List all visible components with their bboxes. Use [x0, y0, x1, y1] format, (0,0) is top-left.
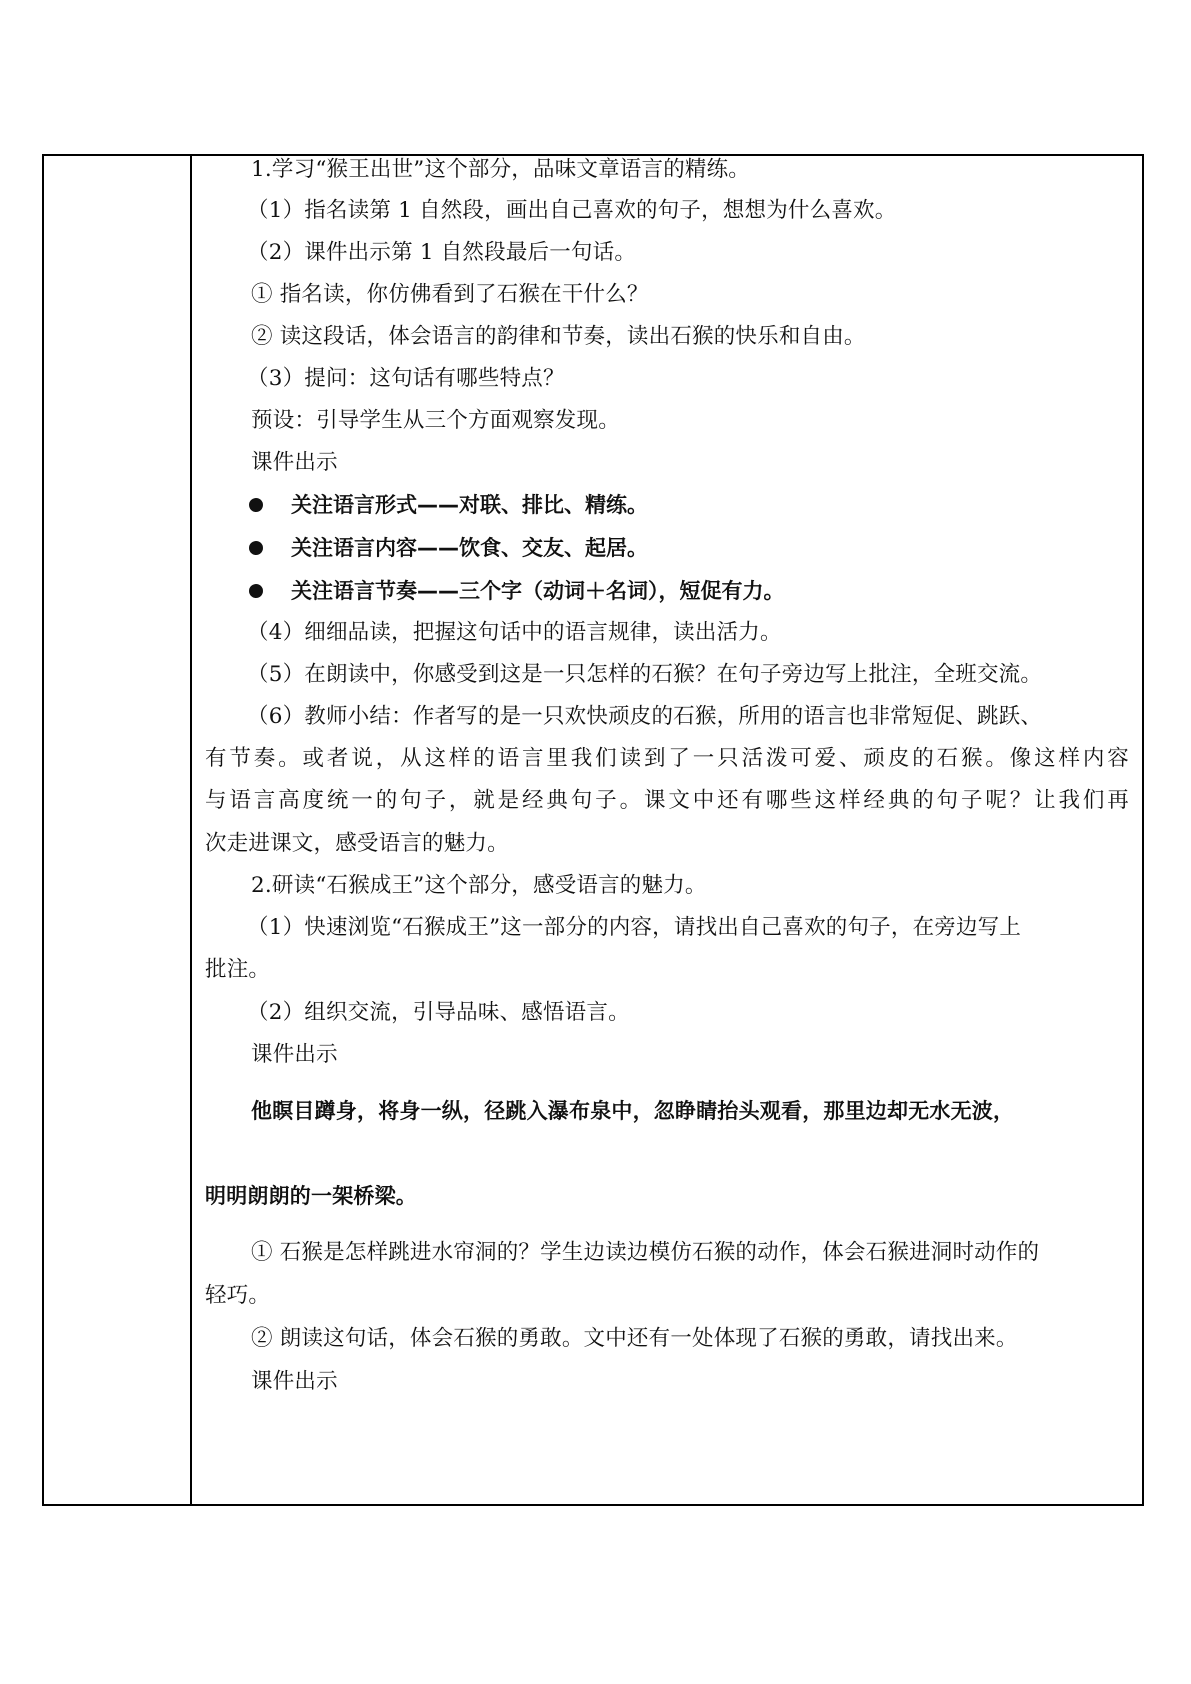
- text-line: （5）在朗读中，你感受到这是一只怎样的石猴？在句子旁边写上批注，全班交流。: [247, 662, 1043, 687]
- text-line: 2.研读“石猴成王”这个部分，感受语言的魅力。: [251, 873, 707, 898]
- text-line: （4）细细品读，把握这句话中的语言规律，读出活力。: [247, 620, 782, 645]
- text-line: ② 读这段话，体会语言的韵律和节奏，读出石猴的快乐和自由。: [251, 324, 866, 349]
- slide-label: 课件出示: [251, 1369, 338, 1394]
- quote-line: 明明朗朗的一架桥梁。: [205, 1184, 417, 1208]
- slide-label: 课件出示: [251, 450, 338, 475]
- slide-label: 课件出示: [251, 1042, 338, 1067]
- text-line: 有节奏。或者说，从这样的语言里我们读到了一只活泼可爱、顽皮的石猴。像这样内容: [205, 746, 1129, 771]
- bullet-dot-icon: [249, 498, 263, 512]
- lesson-table: [42, 154, 1144, 1506]
- table-left-cell: [44, 156, 192, 1504]
- quote-line: 他瞑目蹲身，将身一纵，径跳入瀑布泉中，忽睁睛抬头观看，那里边却无水无波，: [251, 1099, 1015, 1123]
- text-line: ② 朗读这句话，体会石猴的勇敢。文中还有一处体现了石猴的勇敢，请找出来。: [251, 1326, 1018, 1351]
- text-line: （1）指名读第 1 自然段，画出自己喜欢的句子，想想为什么喜欢。: [247, 198, 897, 223]
- text-line: 次走进课文，感受语言的魅力。: [205, 831, 509, 856]
- bullet-dot-icon: [249, 541, 263, 555]
- text-line: 批注。: [205, 957, 271, 982]
- text-line: （6）教师小结：作者写的是一只欢快顽皮的石猴，所用的语言也非常短促、跳跃、: [247, 704, 1043, 729]
- bullet-item: 关注语言形式——对联、排比、精练。: [249, 490, 648, 520]
- bullet-item: 关注语言节奏——三个字（动词＋名词），短促有力。: [249, 576, 785, 606]
- text-line: （3）提问：这句话有哪些特点？: [247, 366, 565, 391]
- text-line: 与语言高度统一的句子，就是经典句子。课文中还有哪些这样经典的句子呢？让我们再: [205, 788, 1129, 813]
- text-line: （2）组织交流，引导品味、感悟语言。: [247, 1000, 630, 1025]
- text-line: 轻巧。: [205, 1283, 271, 1308]
- bullet-item: 关注语言内容——饮食、交友、起居。: [249, 533, 648, 563]
- table-content-cell: [192, 156, 1142, 1504]
- text-line: （2）课件出示第 1 自然段最后一句话。: [247, 240, 637, 265]
- bullet-dot-icon: [249, 584, 263, 598]
- text-line: ① 石猴是怎样跳进水帘洞的？学生边读边模仿石猴的动作，体会石猴进洞时动作的: [251, 1240, 1040, 1265]
- text-line: （1）快速浏览“石猴成王”这一部分的内容，请找出自己喜欢的句子，在旁边写上: [247, 915, 1022, 940]
- text-line: 1.学习“猴王出世”这个部分，品味文章语言的精练。: [251, 157, 750, 182]
- text-line: ① 指名读，你仿佛看到了石猴在干什么？: [251, 282, 649, 307]
- text-line: 预设：引导学生从三个方面观察发现。: [251, 408, 620, 433]
